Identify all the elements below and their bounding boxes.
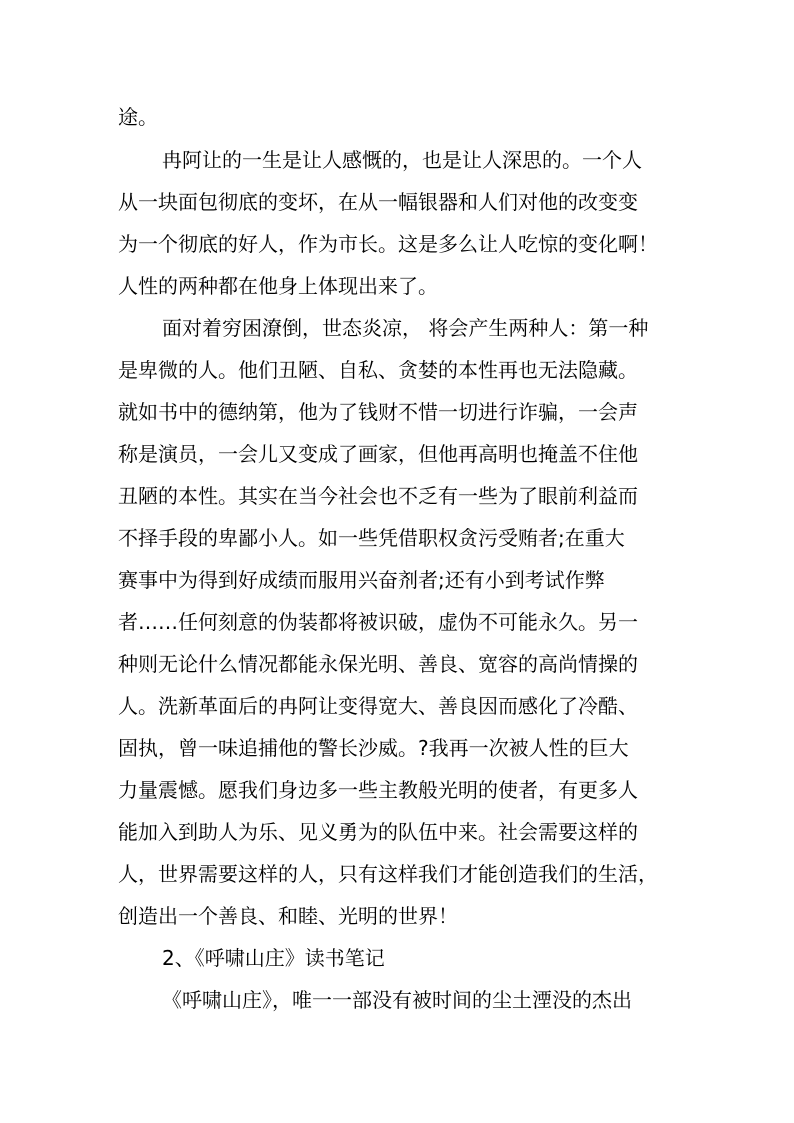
text-line-7: 是卑微的人。他们丑陋、自私、贪婪的本性再也无法隐藏。 (118, 358, 638, 382)
text-line-15: 人。洗新革面后的冉阿让变得宽大、善良因而感化了冷酷、 (118, 694, 638, 718)
text-line-20: 创造出一个善良、和睦、光明的世界！ (118, 904, 458, 928)
text-line-16: 固执，曾一味追捕他的警长沙威。?我再一次被人性的巨大 (118, 736, 629, 760)
text-line-10: 丑陋的本性。其实在当今社会也不乏有一些为了眼前利益而 (118, 484, 638, 508)
text-line-11: 不择手段的卑鄙小人。如一些凭借职权贪污受贿者;在重大 (118, 526, 625, 550)
text-line-3: 从一块面包彻底的变坏，在从一幅银器和人们对他的改变变 (118, 190, 638, 214)
text-line-13: 者……任何刻意的伪装都将被识破，虚伪不可能永久。另一 (118, 610, 638, 634)
text-line-4: 为一个彻底的好人，作为市长。这是多么让人吃惊的变化啊！ (118, 232, 658, 256)
section-heading: 2、《呼啸山庄》读书笔记 (162, 946, 385, 970)
text-line-17: 力量震憾。愿我们身边多一些主教般光明的使者，有更多人 (118, 778, 638, 802)
text-line-12: 赛事中为得到好成绩而服用兴奋剂者;还有小到考试作弊 (118, 568, 605, 592)
text-line-1: 途。 (118, 105, 158, 129)
text-line-2: 冉阿让的一生是让人感慨的，也是让人深思的。一个人 (162, 148, 642, 172)
text-line-22: 《呼啸山庄》，唯一一部没有被时间的尘土湮没的杰出 (162, 988, 632, 1012)
text-line-14: 种则无论什么情况都能永保光明、善良、宽容的高尚情操的 (118, 652, 638, 676)
text-line-18: 能加入到助人为乐、见义勇为的队伍中来。社会需要这样的 (118, 820, 638, 844)
text-line-8: 就如书中的德纳第，他为了钱财不惜一切进行诈骗，一会声 (118, 400, 638, 424)
text-line-9: 称是演员，一会儿又变成了画家，但他再高明也掩盖不住他 (118, 442, 638, 466)
text-line-6: 面对着穷困潦倒，世态炎凉， 将会产生两种人：第一种 (162, 316, 649, 340)
text-line-5: 人性的两种都在他身上体现出来了。 (118, 274, 438, 298)
text-line-19: 人，世界需要这样的人，只有这样我们才能创造我们的生活， (118, 862, 658, 886)
